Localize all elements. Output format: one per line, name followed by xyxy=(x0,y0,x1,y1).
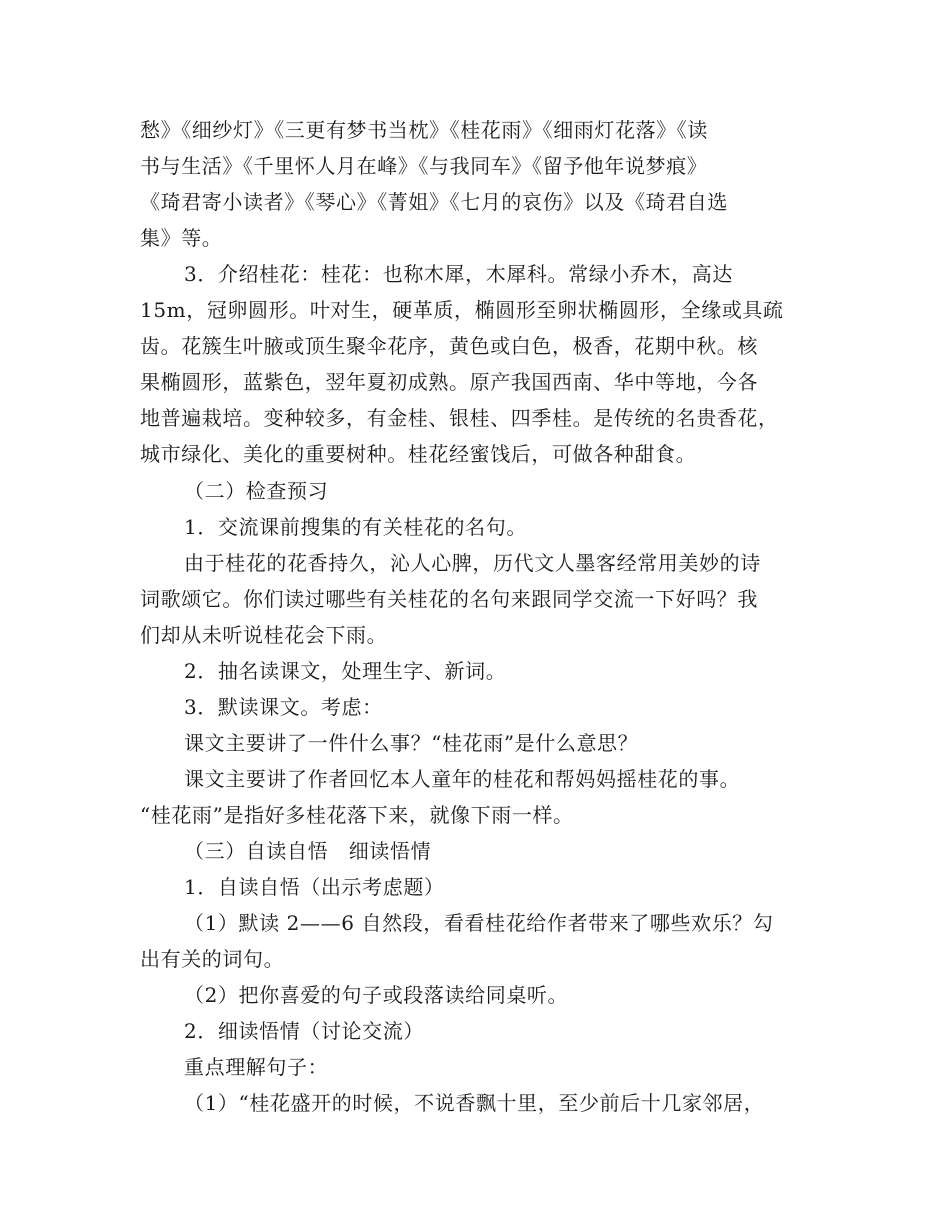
paragraph-line: 课文主要讲了一件什么事？“桂花雨”是什么意思？ xyxy=(184,731,639,755)
paragraph-line: 《琦君寄小读者》《琴心》《菁姐》《七月的哀伤》以及《琦君自选 xyxy=(140,190,728,214)
paragraph-line: 1．自读自悟（出示考虑题） xyxy=(184,875,445,899)
paragraph-line: 3．介绍桂花：桂花：也称木犀，木犀科。常绿小乔木，高达 xyxy=(184,262,733,286)
paragraph-line: 3．默读课文。考虑： xyxy=(184,695,383,719)
paragraph-line: 城市绿化、美化的重要树种。桂花经蜜饯后，可做各种甜食。 xyxy=(140,442,697,466)
paragraph-line: 地普遍栽培。变种较多，有金桂、银桂、四季桂。是传统的名贵香花， xyxy=(140,406,779,430)
paragraph-line: 果椭圆形，蓝紫色，翌年夏初成熟。原产我国西南、华中等地，今各 xyxy=(140,370,758,394)
section-heading: （三）自读自悟 细读悟情 xyxy=(184,839,432,863)
paragraph-line: 集》等。 xyxy=(140,226,223,250)
paragraph-line: “桂花雨”是指好多桂花落下来，就像下雨一样。 xyxy=(140,803,574,827)
paragraph-line: 齿。花簇生叶腋或顶生聚伞花序，黄色或白色，极香，花期中秋。核 xyxy=(140,334,758,358)
paragraph-line: （2）把你喜爱的句子或段落读给同桌听。 xyxy=(184,983,569,1007)
paragraph-line: （1）“桂花盛开的时候，不说香飘十里，至少前后十几家邻居， xyxy=(184,1091,765,1115)
paragraph-line: 15m，冠卵圆形。叶对生，硬革质，椭圆形至卵状椭圆形，全缘或具疏 xyxy=(140,298,784,322)
paragraph-line: （1）默读 2——6 自然段，看看桂花给作者带来了哪些欢乐？勾 xyxy=(184,911,774,935)
paragraph-line: 由于桂花的花香持久，沁人心脾，历代文人墨客经常用美妙的诗 xyxy=(184,551,761,575)
paragraph-line: 书与生活》《千里怀人月在峰》《与我同车》《留予他年说梦痕》 xyxy=(140,154,708,178)
paragraph-line: 课文主要讲了作者回忆本人童年的桂花和帮妈妈摇桂花的事。 xyxy=(184,767,741,791)
paragraph-line: 重点理解句子： xyxy=(184,1055,329,1079)
paragraph-line: 2．抽名读课文，处理生字、新词。 xyxy=(184,659,507,683)
section-heading: （二）检查预习 xyxy=(184,479,329,503)
paragraph-line: 愁》《细纱灯》《三更有梦书当枕》《桂花雨》《细雨灯花落》《读 xyxy=(140,118,708,142)
paragraph-line: 们却从未听说桂花会下雨。 xyxy=(140,623,388,647)
paragraph-line: 1．交流课前搜集的有关桂花的名句。 xyxy=(184,515,527,539)
paragraph-line: 出有关的词句。 xyxy=(140,947,285,971)
paragraph-line: 2．细读悟情（讨论交流） xyxy=(184,1019,424,1043)
paragraph-line: 词歌颂它。你们读过哪些有关桂花的名句来跟同学交流一下好吗？我 xyxy=(140,587,758,611)
